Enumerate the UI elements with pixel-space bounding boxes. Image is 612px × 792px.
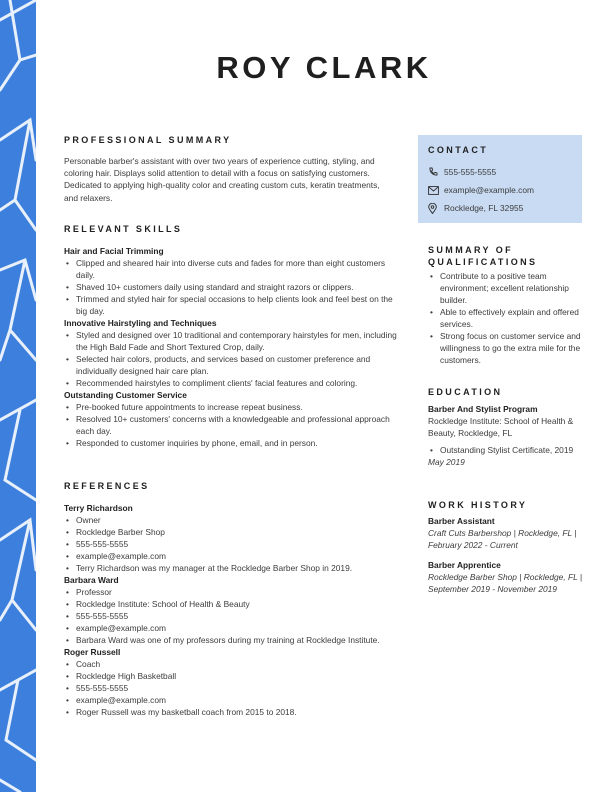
work-history-heading: WORK HISTORY	[428, 500, 528, 510]
relevant-skills-heading: RELEVANT SKILLS	[64, 224, 183, 234]
skill-item: • Clipped and sheared hair into diverse cuts and fades for more than eight customers daily.	[64, 257, 398, 281]
reference-detail: • 555-555-5555	[64, 682, 398, 694]
reference-detail: • example@example.com	[64, 622, 398, 634]
tile-pattern-graphic	[0, 0, 36, 792]
work-history-list	[428, 515, 584, 595]
decorative-side-stripe	[0, 0, 36, 792]
contact-heading: CONTACT	[428, 145, 489, 155]
reference-detail: • Rockledge Barber Shop	[64, 526, 398, 538]
contact-location	[428, 202, 523, 214]
job-title: Barber Assistant	[428, 516, 495, 526]
skill-group-heading: Outstanding Customer Service	[64, 390, 187, 400]
reference-detail: • Coach	[64, 658, 398, 670]
qualification-item: • Strong focus on customer service and willingness to go the extra mile for the customers.	[428, 330, 584, 366]
reference-detail: • example@example.com	[64, 550, 398, 562]
skill-group-heading: Hair and Facial Trimming	[64, 246, 164, 256]
map-pin-icon	[428, 202, 442, 214]
email-text: example@example.com	[444, 185, 534, 195]
reference-detail: • 555-555-5555	[64, 538, 398, 550]
skill-item: • Pre-booked future appointments to increase repeat business.	[64, 401, 398, 413]
reference-name: Terry Richardson	[64, 503, 133, 513]
contact-phone[interactable]	[428, 166, 496, 178]
phone-icon	[428, 166, 442, 178]
qualifications-list	[428, 270, 584, 366]
skill-item: • Trimmed and styled hair for special occasions to help clients look and feel best on the big day.	[64, 293, 398, 317]
skills-list	[64, 245, 398, 449]
professional-summary-heading: PROFESSIONAL SUMMARY	[64, 135, 232, 145]
reference-details	[64, 658, 398, 718]
education-program: Barber And Stylist Program	[428, 404, 538, 414]
reference-detail: • example@example.com	[64, 694, 398, 706]
education-heading: EDUCATION	[428, 387, 503, 397]
references-heading: REFERENCES	[64, 481, 150, 491]
reference-detail: • Barbara Ward was one of my professors during my training at Rockledge Institute.	[64, 634, 398, 646]
education-honors	[428, 444, 584, 456]
location-text: Rockledge, FL 32955	[444, 203, 524, 213]
job-details: Rockledge Barber Shop | Rockledge, FL | September 2019 - November 2019	[428, 572, 583, 594]
job-details: Craft Cuts Barbershop | Rockledge, FL | February 2022 - Current	[428, 528, 577, 550]
skill-item: • Shaved 10+ customers daily using standard and straight razors or clippers.	[64, 281, 398, 293]
skill-group-list	[64, 257, 398, 317]
envelope-icon	[428, 184, 442, 196]
education-honor: • Outstanding Stylist Certificate, 2019	[428, 444, 584, 456]
qualification-item: • Contribute to a positive team environment; excellent relationship builder.	[428, 270, 584, 306]
contact-box	[418, 135, 582, 223]
skill-item: • Responded to customer inquiries by phone, email, and in person.	[64, 437, 398, 449]
qualifications-heading-line2: QUALIFICATIONS	[428, 257, 538, 267]
skill-group-list	[64, 329, 398, 389]
phone-text: 555-555-5555	[444, 167, 497, 177]
skill-group-list	[64, 401, 398, 449]
reference-name: Barbara Ward	[64, 575, 119, 585]
qualifications-heading-line1: SUMMARY OF	[428, 245, 514, 255]
reference-detail: • Rockledge High Basketball	[64, 670, 398, 682]
skill-item: • Styled and designed over 10 traditional and contemporary hairstyles for men, including the High Bald Fade and Short Textured Crop, daily.	[64, 329, 398, 353]
reference-details	[64, 514, 398, 574]
references-list	[64, 502, 398, 718]
reference-detail: • Terry Richardson was my manager at the Rockledge Barber Shop in 2019.	[64, 562, 398, 574]
skill-item: • Recommended hairstyles to compliment clients' facial features and coloring.	[64, 377, 398, 389]
skill-group-heading: Innovative Hairstyling and Techniques	[64, 318, 217, 328]
reference-detail: • Roger Russell was my basketball coach from 2015 to 2018.	[64, 706, 398, 718]
candidate-name: ROY CLARK	[216, 50, 432, 85]
skill-item: • Selected hair colors, products, and services based on customer preference and individually designed hair care plan.	[64, 353, 398, 377]
contact-email[interactable]	[428, 184, 534, 196]
reference-detail: • Professor	[64, 586, 398, 598]
reference-details	[64, 586, 398, 646]
skill-item: • Resolved 10+ customers' concerns with a knowledgeable and professional approach each day.	[64, 413, 398, 437]
education-school: Rockledge Institute: School of Health & Beauty, Rockledge, FL	[428, 416, 574, 438]
reference-detail: • 555-555-5555	[64, 610, 398, 622]
reference-name: Roger Russell	[64, 647, 121, 657]
reference-detail: • Rockledge Institute: School of Health & Beauty	[64, 598, 398, 610]
education-date: May 2019	[428, 457, 465, 467]
qualification-item: • Able to effectively explain and offered services.	[428, 306, 584, 330]
reference-detail: • Owner	[64, 514, 398, 526]
job-title: Barber Apprentice	[428, 560, 501, 570]
education-entry	[428, 403, 584, 468]
professional-summary-text: Personable barber's assistant with over two years of experience cutting, styling, and coloring hair. Displays solid attention to detail with a focus on satisfying customers. Dedicated to applying high-quality color and creating custom cuts, keratin treatments, and relaxers.	[64, 156, 380, 203]
qualifications-heading	[428, 244, 537, 268]
